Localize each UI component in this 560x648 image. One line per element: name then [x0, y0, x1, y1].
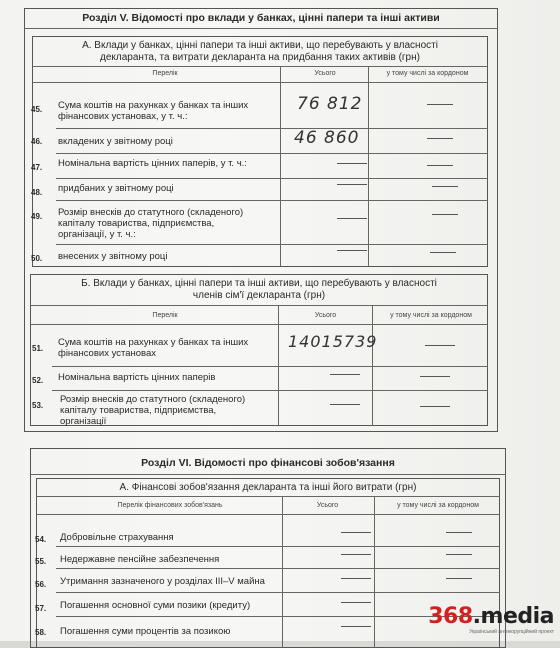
row-number: 54. [35, 535, 47, 544]
row-label: Розмір внесків до статутного (складеного) капіталу товариства, підприємства, організації [60, 394, 246, 427]
row-number: 56. [35, 580, 47, 589]
watermark-logo [428, 604, 554, 635]
row-label: Сума коштів на рахунках у банках та інших фінансових установах [58, 337, 249, 359]
dash-mark [337, 184, 367, 185]
table-row [32, 244, 488, 266]
table-row [36, 524, 500, 546]
dash-mark [425, 345, 455, 346]
row-number: 50. [31, 254, 43, 263]
handwritten-value: 46 860 [294, 128, 360, 148]
divider [32, 66, 488, 67]
dash-mark [337, 163, 367, 164]
dash-mark [337, 218, 367, 219]
handwritten-value: 14015739 [288, 332, 378, 351]
section-6a-title: А. Фінансові зобов'язання декларанта та інші його витрати (грн) [119, 482, 417, 493]
row-number: 53. [32, 401, 44, 410]
dash-mark [341, 532, 371, 533]
section-6-title: Розділ VI. Відомості про фінансові зобов'язання [141, 457, 395, 469]
dash-mark [341, 626, 371, 627]
dash-mark [430, 252, 456, 253]
table-row [32, 153, 488, 178]
dash-mark [330, 404, 360, 405]
column-header-list: Перелік [152, 312, 178, 319]
row-label: Номінальна вартість цінних паперів [58, 372, 216, 383]
column-header-total: Усього [316, 502, 339, 509]
table-row [32, 200, 488, 244]
column-header-abroad: у тому числі за кордоном [397, 502, 479, 509]
dash-mark [341, 602, 371, 603]
row-label: Погашення суми процентів за позикою [60, 626, 231, 637]
row-label: Номінальна вартість цінних паперів, у т. ч.: [58, 158, 247, 169]
table-row [30, 330, 488, 366]
dash-mark [427, 104, 453, 105]
row-label: Утримання зазначеного у розділах III–V майна [60, 576, 265, 587]
column-header-total: Усього [314, 70, 336, 77]
row-label: вкладених у звітному році [58, 136, 173, 147]
dash-mark [446, 532, 472, 533]
table-row [32, 128, 488, 153]
table-row [32, 92, 488, 128]
row-label: Добровільне страхування [60, 532, 174, 543]
divider [30, 305, 488, 306]
divider [24, 28, 498, 29]
column-header-abroad: у тому числі за кордоном [390, 312, 472, 319]
row-label: внесених у звітному році [58, 251, 168, 262]
dash-mark [341, 578, 371, 579]
dash-mark [432, 214, 458, 215]
dash-mark [427, 138, 453, 139]
handwritten-value: 76 812 [297, 94, 363, 114]
column-header-list: Перелік фінансових зобов'язань [117, 502, 223, 509]
dash-mark [330, 374, 360, 375]
row-number: 52. [32, 376, 44, 385]
column-header-list: Перелік [152, 70, 178, 77]
section-5b-title: Б. Вклади у банках, цінні папери та інші активи, що перебувають у власності членів сім'ї декларанта (грн) [81, 278, 437, 301]
row-label: придбаних у звітному році [58, 183, 174, 194]
divider [36, 514, 500, 515]
dash-mark [337, 250, 367, 251]
table-row [32, 178, 488, 200]
dash-mark [420, 406, 450, 407]
row-label: Сума коштів на рахунках у банках та інших фінансових установах, у т. ч.: [58, 100, 249, 122]
divider [36, 496, 500, 497]
dash-mark [446, 578, 472, 579]
row-number: 51. [32, 344, 44, 353]
row-number: 48. [31, 188, 43, 197]
table-row [30, 366, 488, 390]
table-row [36, 568, 500, 592]
row-label: Розмір внесків до статутного (складеного) капіталу товариства, підприємства, організації, у т. ч.: [58, 207, 244, 240]
row-number: 49. [31, 212, 43, 221]
section-5-title: Розділ V. Відомості про вклади у банках, цінні папери та інші активи [82, 12, 440, 24]
dash-mark [446, 554, 472, 555]
table-row [30, 390, 488, 426]
dash-mark [420, 376, 450, 377]
row-label: Недержавне пенсійне забезпечення [60, 554, 220, 565]
row-label: Погашення основної суми позики (кредиту) [60, 600, 251, 611]
dash-mark [432, 186, 458, 187]
dash-mark [427, 165, 453, 166]
row-number: 57. [35, 604, 47, 613]
divider [30, 324, 488, 325]
table-row [36, 546, 500, 568]
section-5a-title: А. Вклади у банках, цінні папери та інші активи, що перебувають у власності декларанта, та витрати декларанта на придбання таких активів (грн) [82, 40, 438, 63]
row-number: 46. [31, 137, 43, 146]
row-number: 58. [35, 628, 47, 637]
divider [30, 474, 506, 475]
watermark-brand: 368.media [428, 604, 554, 629]
row-number: 45. [31, 105, 43, 114]
row-number: 55. [35, 557, 47, 566]
column-header-abroad: у тому числі за кордоном [386, 70, 469, 77]
row-number: 47. [31, 163, 43, 172]
divider [32, 82, 488, 83]
dash-mark [341, 554, 371, 555]
watermark-tagline: Український антикорупційний проект [469, 629, 554, 635]
column-header-total: Усього [314, 312, 337, 319]
